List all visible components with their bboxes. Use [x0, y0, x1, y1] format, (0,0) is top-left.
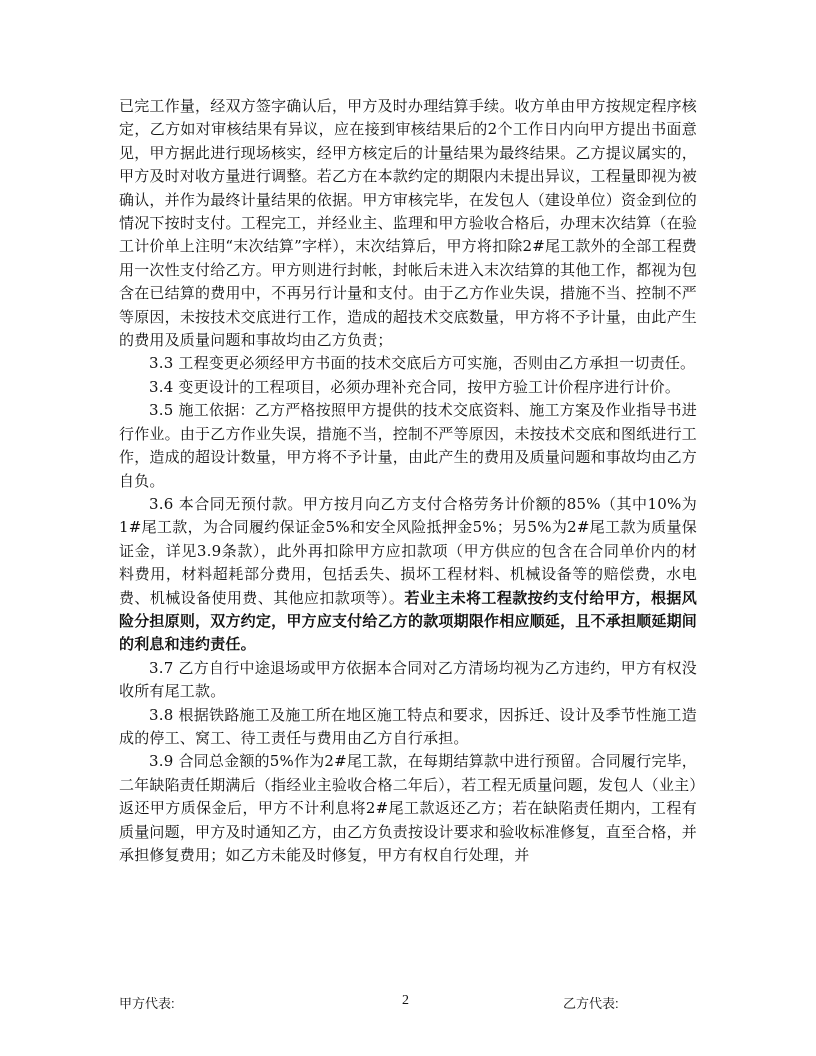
- clause-3-4: 3.4 变更设计的工程项目，必须办理补充合同，按甲方验工计价程序进行计价。: [149, 377, 681, 396]
- clause-3-8: 3.8 根据铁路施工及施工所在地区施工特点和要求，因拆迁、设计及季节性施工造成的停工、窝工、待工责任与费用由乙方自行承担。: [119, 705, 697, 747]
- clause-3-7: 3.7 乙方自行中途退场或甲方依据本合同对乙方清场均视为乙方违约，甲方有权没收所有尾工款。: [119, 658, 697, 701]
- clause-3-5: 3.5 施工依据：乙方严格按照甲方提供的技术交底资料、施工方案及作业指导书进行作业。由于乙方作业失误，措施不当，控制不严等原因，未按技术交底和图纸进行工作，造成的超设计数量，甲方将不予计量，由此产生的费用及质量问题和事故均由乙方自负。: [119, 401, 697, 490]
- contract-body: [119, 95, 697, 867]
- clause-3-6: [119, 493, 697, 657]
- page-number: 2: [402, 993, 409, 1008]
- party-a-signature-label: 甲方代表:: [119, 996, 175, 1011]
- clause-3-9: 3.9 合同总金额的5%作为2#尾工款，在每期结算款中进行预留。合同履行完毕，二年缺陷责任期满后（指经业主验收合格二年后），若工程无质量问题，发包人（业主）返还甲方质保金后，甲方不计利息将2#尾工款返还乙方；若在缺陷责任期内，工程有质量问题，甲方及时通知乙方，由乙方负责按设计要求和验收标准修复，直至合格，并承担修复费用；如乙方未能及时修复，甲方有权自行处理，并: [119, 752, 697, 864]
- party-b-signature-label: 乙方代表:: [563, 996, 619, 1011]
- clause-3-3: 3.3 工程变更必须经甲方书面的技术交底后方可实施，否则由乙方承担一切责任。: [149, 354, 696, 373]
- clause-3-6-text: 3.6 本合同无预付款。甲方按月向乙方支付合格劳务计价额的85%（其中10%为1#尾工款，为合同履约保证金5%和安全风险抵押金5%；另5%为2#尾工款为质量保证金，详见3.9条款），此外再扣除甲方应扣款项（甲方供应的包含在合同单价内的材料费用，材料超耗部分费用，包括丢失、损坏工程材料、机械设备等的赔偿费，水电费、机械设备使用费、其他应扣款项等）。: [119, 494, 697, 607]
- clause-3-6-bold-text: 若业主未将工程款按约支付给甲方，根据风险分担原则，双方约定，甲方应支付给乙方的款项期限作相应顺延，且不承担顺延期间的利息和违约责任。: [119, 588, 697, 654]
- clause-3-2-continuation: 已完工作量，经双方签字确认后，甲方及时办理结算手续。收方单由甲方按规定程序核定，乙方如对审核结果有异议，应在接到审核结果后的2个工作日内向甲方提出书面意见，甲方据此进行现场核实，经甲方核定后的计量结果为最终结果。乙方提议属实的，甲方及时对收方量进行调整。若乙方在本款约定的期限内未提出异议，工程量即视为被确认，并作为最终计量结果的依据。甲方审核完毕，在发包人（建设单位）资金到位的情况下按时支付。工程完工，并经业主、监理和甲方验收合格后，办理末次结算（在验工计价单上注明“末次结算”字样），末次结算后，甲方将扣除2#尾工款外的全部工程费用一次性支付给乙方。甲方则进行封帐，封帐后未进入末次结算的其他工作，都视为包含在已结算的费用中，不再另行计量和支付。由于乙方作业失误，措施不当、控制不严等原因，未按技术交底进行工作，造成的超技术交底数量，甲方将不予计量，由此产生的费用及质量问题和事故均由乙方负责；: [119, 97, 697, 350]
